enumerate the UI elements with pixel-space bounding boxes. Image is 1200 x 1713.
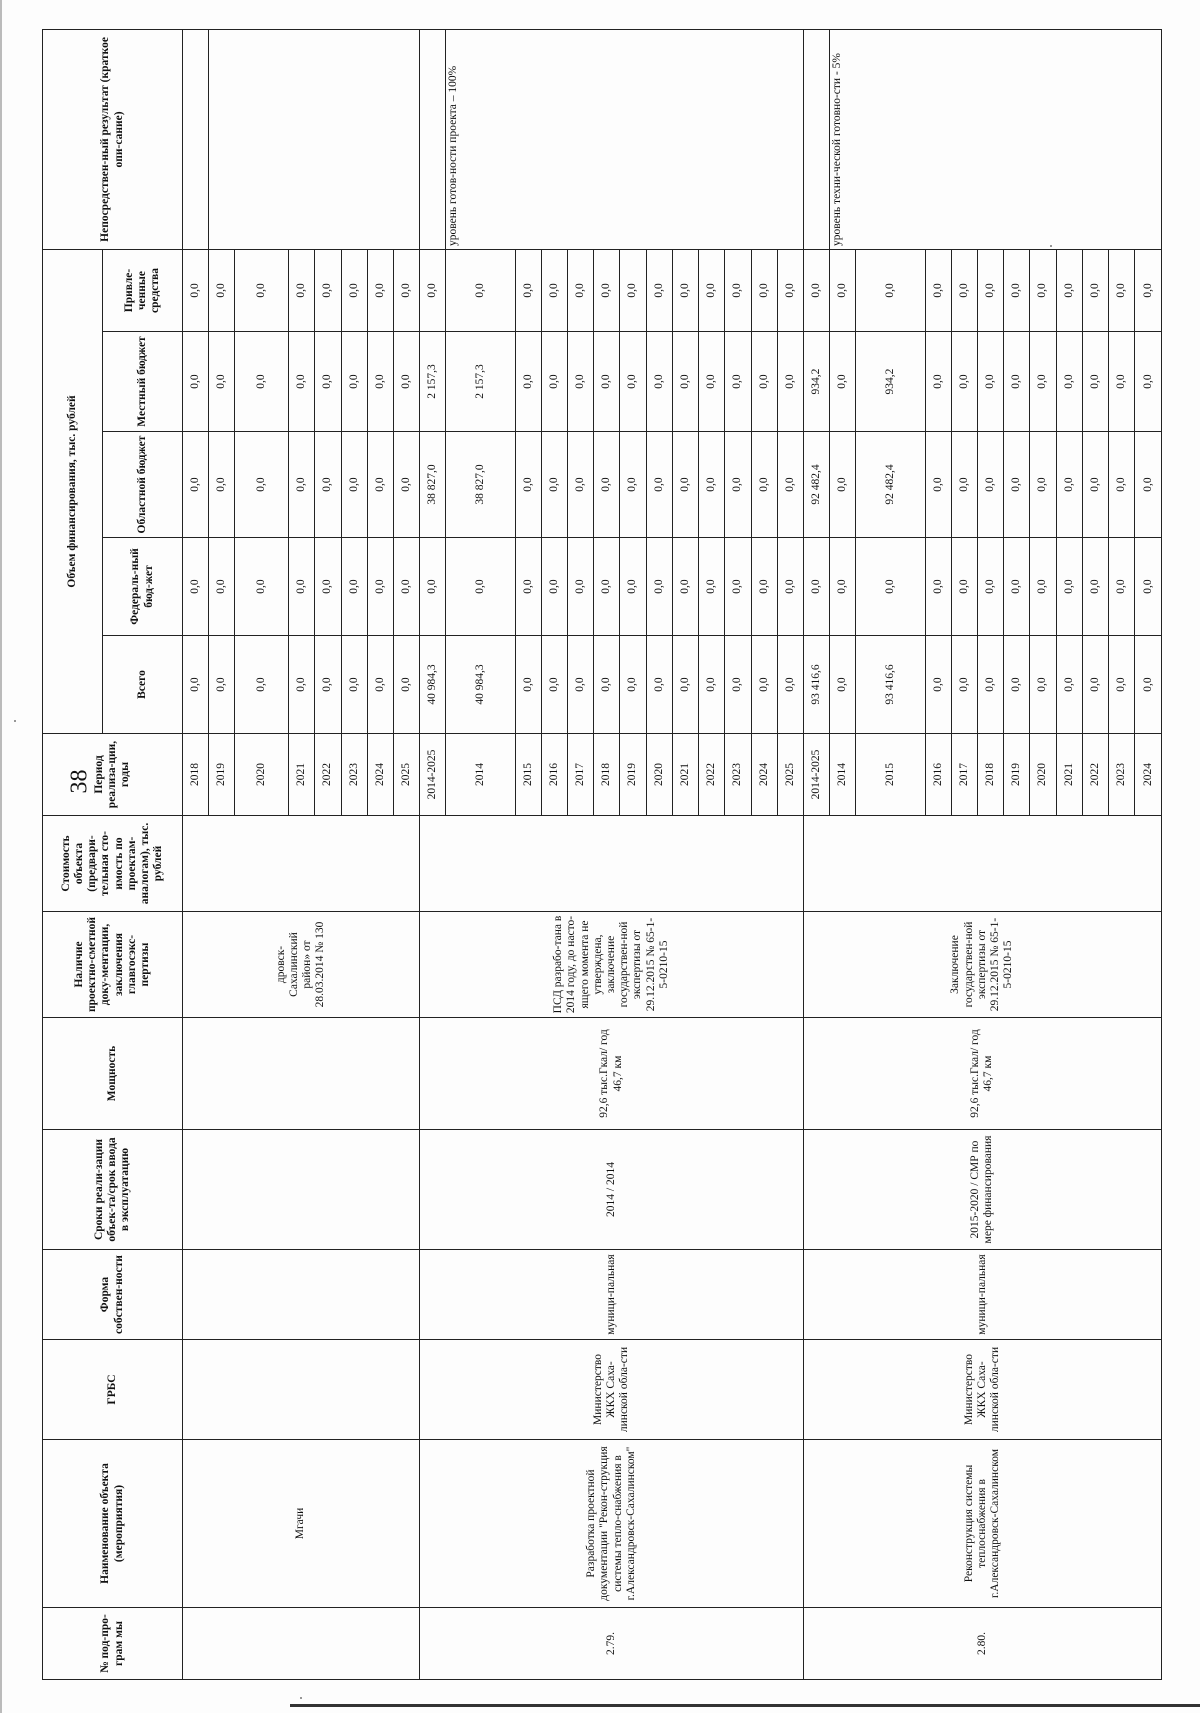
cell-federal: 0,0 (289, 538, 315, 636)
cell-regional: 0,0 (1082, 432, 1108, 538)
cell-federal: 0,0 (1004, 538, 1030, 636)
cell-regional: 0,0 (393, 432, 419, 538)
cell-period: 2014-2025 (803, 734, 829, 816)
cell-total: 0,0 (672, 636, 698, 734)
cell-federal: 0,0 (367, 538, 393, 636)
cell-federal: 0,0 (725, 538, 751, 636)
cell-local: 0,0 (289, 332, 315, 432)
cell-local: 0,0 (978, 332, 1004, 432)
cell-attracted: 0,0 (1030, 249, 1056, 331)
object-result: уровень готов-ности проекта – 100% (446, 29, 804, 249)
cell-total: 0,0 (1004, 636, 1030, 734)
cell-total: 0,0 (289, 636, 315, 734)
cell-regional: 0,0 (672, 432, 698, 538)
cell-local: 0,0 (235, 332, 289, 432)
table-row (803, 29, 829, 1679)
result-cell (183, 29, 209, 249)
cell-period: 2019 (1004, 734, 1030, 816)
cell-period: 2019 (620, 734, 646, 816)
cell-federal: 0,0 (341, 538, 367, 636)
object-grbs: Министерство ЖКХ Саха-линской обла-сти (803, 1340, 1161, 1440)
header-local: Местный бюджет (103, 332, 183, 432)
cell-attracted: 0,0 (420, 249, 446, 331)
cell-local: 0,0 (183, 332, 209, 432)
cell-total: 0,0 (620, 636, 646, 734)
cell-attracted: 0,0 (393, 249, 419, 331)
cell-total: 0,0 (541, 636, 567, 734)
cell-local: 0,0 (515, 332, 541, 432)
header-federal: Федераль-ный бюд-жет (103, 538, 183, 636)
cell-federal: 0,0 (951, 538, 977, 636)
cell-attracted: 0,0 (803, 249, 829, 331)
cell-total: 0,0 (951, 636, 977, 734)
cell-local: 934,2 (803, 332, 829, 432)
cell-regional: 38 827,0 (420, 432, 446, 538)
cell-total: 0,0 (925, 636, 951, 734)
cell-federal: 0,0 (1030, 538, 1056, 636)
cell-attracted: 0,0 (183, 249, 209, 331)
cell-total: 0,0 (1056, 636, 1082, 734)
scan-speck (300, 1697, 302, 1699)
cell-attracted: 0,0 (777, 249, 803, 331)
cell-attracted: 0,0 (699, 249, 725, 331)
cell-regional: 0,0 (568, 432, 594, 538)
object-ownership-form (183, 1250, 420, 1340)
cell-period: 2018 (183, 734, 209, 816)
cell-local: 0,0 (699, 332, 725, 432)
object-grbs: Министерство ЖКХ Саха-линской обла-сти (420, 1340, 804, 1440)
cell-federal: 0,0 (620, 538, 646, 636)
cell-total: 0,0 (367, 636, 393, 734)
cell-regional: 0,0 (183, 432, 209, 538)
cell-total: 0,0 (699, 636, 725, 734)
cell-period: 2015 (515, 734, 541, 816)
cell-regional: 0,0 (289, 432, 315, 538)
object-terms: 2015-2020 / СМР по мере финансирования (803, 1130, 1161, 1250)
cell-regional: 0,0 (1056, 432, 1082, 538)
cell-regional: 0,0 (951, 432, 977, 538)
header-name: Наименование объекта (мероприятия) (43, 1440, 183, 1608)
cell-federal: 0,0 (183, 538, 209, 636)
cell-regional: 0,0 (777, 432, 803, 538)
cell-federal: 0,0 (699, 538, 725, 636)
cell-local: 0,0 (725, 332, 751, 432)
object-capacity (183, 1018, 420, 1130)
cell-attracted: 0,0 (315, 249, 341, 331)
cell-local: 0,0 (367, 332, 393, 432)
header-result: Непосредствен-ный результат (краткое опи-сание) (43, 29, 183, 249)
cell-attracted: 0,0 (209, 249, 235, 331)
cell-total: 0,0 (1030, 636, 1056, 734)
cell-local: 0,0 (1135, 332, 1162, 432)
cell-total: 40 984,3 (446, 636, 515, 734)
cell-regional: 0,0 (594, 432, 620, 538)
header-docs: Наличие проектно-сметной доку-ментации, заключения главгосэкс-пертизы (43, 912, 183, 1018)
header-power: Мощность (43, 1018, 183, 1130)
cell-attracted: 0,0 (1135, 249, 1162, 331)
object-design-docs: ПСД разрабо-тана в 2014 году, до насто-ящего момента не утверждена, заключение государствен-ной экспертизы от 29.12.2015 № 65-1-5-0210-15 (420, 912, 804, 1018)
cell-attracted: 0,0 (341, 249, 367, 331)
object-design-docs: дровск-Сахалинский район» от 28.03.2014 № 130 (183, 912, 420, 1018)
cell-total: 93 416,6 (803, 636, 829, 734)
cell-total: 0,0 (1109, 636, 1135, 734)
cell-local: 0,0 (777, 332, 803, 432)
cell-attracted: 0,0 (446, 249, 515, 331)
page-bottom-rule (290, 1704, 1200, 1707)
cell-period: 2025 (777, 734, 803, 816)
cell-attracted: 0,0 (541, 249, 567, 331)
cell-attracted: 0,0 (1056, 249, 1082, 331)
header-total: Всего (103, 636, 183, 734)
result-cell (420, 29, 446, 249)
header-regional: Областной бюджет (103, 432, 183, 538)
header-form: Форма собствен-ности (43, 1250, 183, 1340)
cell-federal: 0,0 (315, 538, 341, 636)
cell-local: 0,0 (209, 332, 235, 432)
cell-period: 2020 (235, 734, 289, 816)
cell-regional: 92 482,4 (856, 432, 925, 538)
cell-period: 2018 (978, 734, 1004, 816)
cell-local: 0,0 (1056, 332, 1082, 432)
cell-regional: 0,0 (235, 432, 289, 538)
cell-federal: 0,0 (235, 538, 289, 636)
cell-federal: 0,0 (393, 538, 419, 636)
cell-period: 2018 (594, 734, 620, 816)
cell-local: 0,0 (341, 332, 367, 432)
cell-period: 2019 (209, 734, 235, 816)
object-cost (803, 816, 1161, 912)
cell-local: 0,0 (594, 332, 620, 432)
cell-federal: 0,0 (777, 538, 803, 636)
cell-total: 0,0 (341, 636, 367, 734)
cell-period: 2025 (393, 734, 419, 816)
cell-period: 2023 (1109, 734, 1135, 816)
object-capacity: 92,6 тыс.Гкал/ год 46,7 км (420, 1018, 804, 1130)
cell-local: 934,2 (856, 332, 925, 432)
cell-local: 0,0 (1082, 332, 1108, 432)
cell-federal: 0,0 (803, 538, 829, 636)
cell-local: 0,0 (925, 332, 951, 432)
cell-attracted: 0,0 (925, 249, 951, 331)
cell-regional: 0,0 (978, 432, 1004, 538)
object-design-docs: Заключение государствен-ной экспертизы от 29.12.2015 № 65-1-5-0210-15 (803, 912, 1161, 1018)
cell-regional: 0,0 (209, 432, 235, 538)
cell-local: 2 157,3 (420, 332, 446, 432)
result-cell (803, 29, 829, 249)
cell-total: 0,0 (1135, 636, 1162, 734)
cell-total: 0,0 (830, 636, 856, 734)
cell-period: 2020 (1030, 734, 1056, 816)
cell-local: 0,0 (568, 332, 594, 432)
cell-federal: 0,0 (209, 538, 235, 636)
cell-federal: 0,0 (446, 538, 515, 636)
cell-local: 0,0 (541, 332, 567, 432)
cell-local: 0,0 (646, 332, 672, 432)
cell-local: 2 157,3 (446, 332, 515, 432)
cell-attracted: 0,0 (672, 249, 698, 331)
cell-attracted: 0,0 (367, 249, 393, 331)
cell-attracted: 0,0 (235, 249, 289, 331)
cell-local: 0,0 (951, 332, 977, 432)
cell-period: 2021 (672, 734, 698, 816)
cell-local: 0,0 (1004, 332, 1030, 432)
cell-period: 2015 (856, 734, 925, 816)
cell-regional: 0,0 (367, 432, 393, 538)
header-terms: Сроки реали-зации объек-та/срок ввода в эксплуатацию (43, 1130, 183, 1250)
cell-local: 0,0 (1030, 332, 1056, 432)
object-terms: 2014 / 2014 (420, 1130, 804, 1250)
object-cost (183, 816, 420, 912)
cell-total: 0,0 (978, 636, 1004, 734)
cell-period: 2023 (725, 734, 751, 816)
cell-federal: 0,0 (646, 538, 672, 636)
cell-period: 2016 (541, 734, 567, 816)
cell-attracted: 0,0 (856, 249, 925, 331)
cell-total: 0,0 (725, 636, 751, 734)
object-ownership-form: муници-пальная (803, 1250, 1161, 1340)
cell-local: 0,0 (672, 332, 698, 432)
cell-total: 93 416,6 (856, 636, 925, 734)
cell-regional: 0,0 (646, 432, 672, 538)
object-name: Реконструкция системы теплоснабжения в г.Александровск-Сахалинском (803, 1440, 1161, 1608)
cell-period: 2022 (315, 734, 341, 816)
table-header (43, 29, 183, 1679)
cell-regional: 0,0 (925, 432, 951, 538)
cell-period: 2022 (699, 734, 725, 816)
cell-federal: 0,0 (594, 538, 620, 636)
cell-total: 0,0 (1082, 636, 1108, 734)
object-grbs (183, 1340, 420, 1440)
header-attracted: Привле-ченные средства (103, 249, 183, 331)
cell-attracted: 0,0 (620, 249, 646, 331)
object-name: Мгачи (183, 1440, 420, 1608)
cell-federal: 0,0 (1109, 538, 1135, 636)
cell-regional: 0,0 (515, 432, 541, 538)
header-period: Период реализа-ции, годы (43, 734, 183, 816)
cell-federal: 0,0 (1135, 538, 1162, 636)
cell-regional: 0,0 (725, 432, 751, 538)
cell-federal: 0,0 (420, 538, 446, 636)
cell-attracted: 0,0 (646, 249, 672, 331)
cell-regional: 38 827,0 (446, 432, 515, 538)
header-grbs: ГРБС (43, 1340, 183, 1440)
cell-regional: 0,0 (1109, 432, 1135, 538)
cell-local: 0,0 (1109, 332, 1135, 432)
cell-period: 2016 (925, 734, 951, 816)
cell-regional: 0,0 (620, 432, 646, 538)
cell-attracted: 0,0 (515, 249, 541, 331)
cell-regional: 0,0 (699, 432, 725, 538)
cell-total: 0,0 (568, 636, 594, 734)
cell-local: 0,0 (315, 332, 341, 432)
financing-table (42, 29, 1162, 1680)
cell-attracted: 0,0 (568, 249, 594, 331)
header-funding-group: Объем финансирования, тыс. рублей (43, 249, 103, 733)
cell-regional: 92 482,4 (803, 432, 829, 538)
cell-attracted: 0,0 (830, 249, 856, 331)
scan-speck (14, 720, 16, 722)
object-ownership-form: муници-пальная (420, 1250, 804, 1340)
cell-total: 0,0 (751, 636, 777, 734)
rotated-table-wrapper (42, 37, 1162, 1680)
cell-period: 2020 (646, 734, 672, 816)
scan-edge-line (0, 0, 2, 1713)
object-capacity: 92,6 тыс.Гкал/ год 46,7 км (803, 1018, 1161, 1130)
scan-speck (1050, 245, 1052, 247)
cell-federal: 0,0 (856, 538, 925, 636)
object-result (209, 29, 420, 249)
cell-federal: 0,0 (568, 538, 594, 636)
object-number (183, 1608, 420, 1680)
cell-attracted: 0,0 (289, 249, 315, 331)
object-number: 2.80. (803, 1608, 1161, 1680)
cell-attracted: 0,0 (1082, 249, 1108, 331)
object-number: 2.79. (420, 1608, 804, 1680)
table-body (183, 29, 1162, 1679)
cell-regional: 0,0 (341, 432, 367, 538)
table-row (420, 29, 446, 1679)
cell-federal: 0,0 (1056, 538, 1082, 636)
cell-attracted: 0,0 (751, 249, 777, 331)
cell-federal: 0,0 (751, 538, 777, 636)
cell-total: 0,0 (209, 636, 235, 734)
cell-period: 2024 (751, 734, 777, 816)
cell-period: 2017 (568, 734, 594, 816)
object-result: уровень техни-ческой готовно-сти - 5% (830, 29, 1162, 249)
cell-total: 0,0 (594, 636, 620, 734)
table-row (183, 29, 209, 1679)
cell-total: 0,0 (183, 636, 209, 734)
cell-attracted: 0,0 (725, 249, 751, 331)
cell-total: 0,0 (777, 636, 803, 734)
cell-local: 0,0 (620, 332, 646, 432)
cell-period: 2023 (341, 734, 367, 816)
cell-regional: 0,0 (1004, 432, 1030, 538)
cell-period: 2017 (951, 734, 977, 816)
cell-attracted: 0,0 (1004, 249, 1030, 331)
cell-regional: 0,0 (751, 432, 777, 538)
cell-period: 2014 (446, 734, 515, 816)
cell-total: 40 984,3 (420, 636, 446, 734)
cell-period: 2024 (367, 734, 393, 816)
cell-federal: 0,0 (515, 538, 541, 636)
cell-period: 2021 (1056, 734, 1082, 816)
cell-federal: 0,0 (541, 538, 567, 636)
cell-regional: 0,0 (541, 432, 567, 538)
cell-total: 0,0 (235, 636, 289, 734)
page-number: 38 (66, 769, 93, 794)
cell-period: 2014 (830, 734, 856, 816)
object-terms (183, 1130, 420, 1250)
cell-total: 0,0 (315, 636, 341, 734)
header-cost: Стоимость объекта (предвари-тельная сто-имость по проектам-аналогам), тыс. рублей (43, 816, 183, 912)
cell-period: 2021 (289, 734, 315, 816)
cell-local: 0,0 (393, 332, 419, 432)
cell-total: 0,0 (515, 636, 541, 734)
cell-attracted: 0,0 (951, 249, 977, 331)
cell-total: 0,0 (393, 636, 419, 734)
header-no: № под-про-грам мы (43, 1608, 183, 1680)
cell-period: 2014-2025 (420, 734, 446, 816)
cell-federal: 0,0 (1082, 538, 1108, 636)
cell-period: 2022 (1082, 734, 1108, 816)
cell-period: 2024 (1135, 734, 1162, 816)
cell-federal: 0,0 (672, 538, 698, 636)
cell-total: 0,0 (646, 636, 672, 734)
cell-regional: 0,0 (830, 432, 856, 538)
cell-federal: 0,0 (925, 538, 951, 636)
cell-regional: 0,0 (315, 432, 341, 538)
cell-local: 0,0 (830, 332, 856, 432)
object-name: Разработка проектной документации "Рекон-струкция системы тепло-снабжения в г.Александровск-Сахалинском" (420, 1440, 804, 1608)
cell-federal: 0,0 (978, 538, 1004, 636)
cell-regional: 0,0 (1135, 432, 1162, 538)
cell-attracted: 0,0 (594, 249, 620, 331)
cell-attracted: 0,0 (1109, 249, 1135, 331)
cell-federal: 0,0 (830, 538, 856, 636)
cell-attracted: 0,0 (978, 249, 1004, 331)
cell-regional: 0,0 (1030, 432, 1056, 538)
object-cost (420, 816, 804, 912)
cell-local: 0,0 (751, 332, 777, 432)
